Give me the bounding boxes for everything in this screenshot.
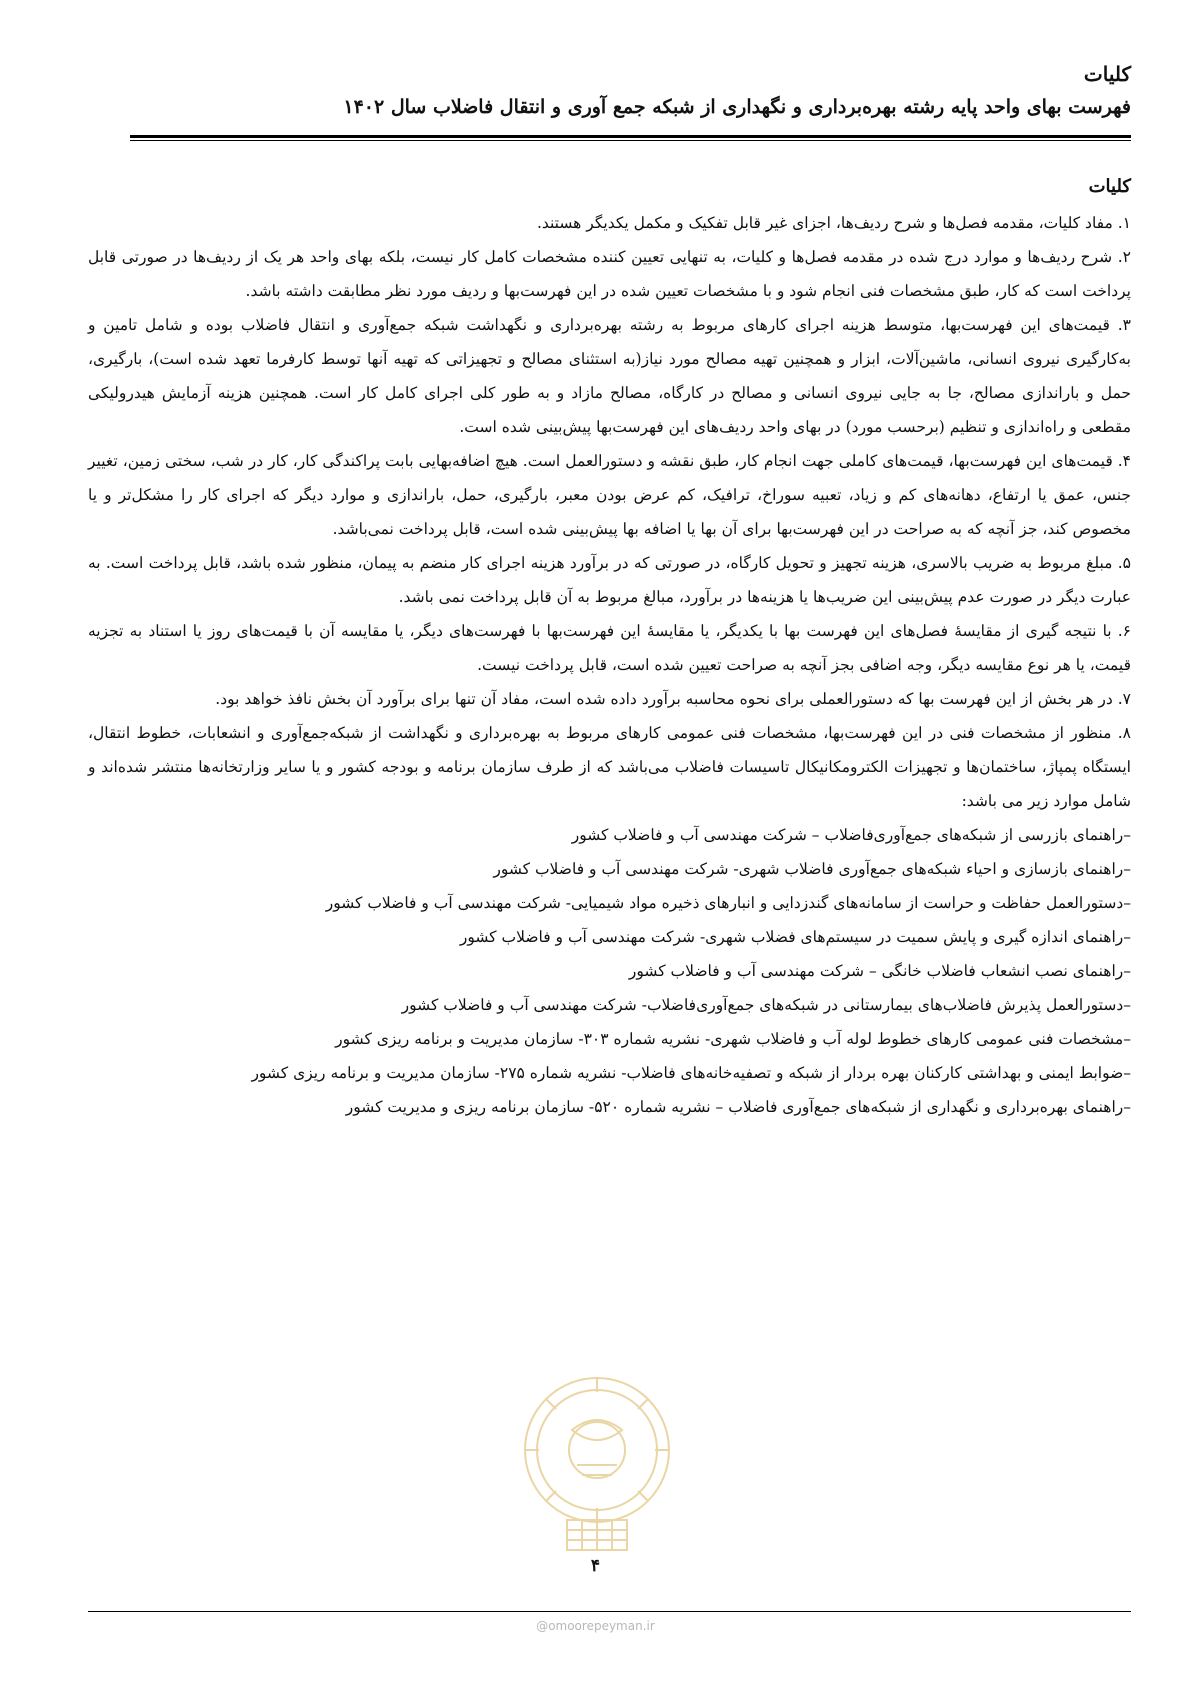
footer-rule	[88, 1611, 1131, 1612]
header-section-label: کلیات	[1083, 62, 1131, 86]
reference-list	[88, 818, 1131, 1124]
paragraph-1: ۱. مفاد کلیات، مقدمه فصل‌ها و شرح ردیف‌ها، اجزای غیر قابل تفکیک و مکمل یکدیگر هستند.	[536, 214, 1131, 232]
reference-item: –راهنمای بهره‌برداری و نگهداری از شبکه‌های جمع‌آوری فاضلاب – نشریه شماره ۵۲۰- سازمان برنامه ریزی و مدیریت کشور	[345, 1098, 1131, 1116]
paragraph-5: ۵. مبلغ مربوط به ضریب بالاسری، هزینه تجهیز و تحویل کارگاه، در صورتی که در برآورد هزینه اجرای کار منضم به پیمان، منظور شده باشد، قابل پرداخت است. به عبارت دیگر در صورت عدم پیش‌بینی این ضریب‌ها یا هزینه‌ها در برآورد، مبالغ مربوط به آن قابل پرداخت نمی باشد.	[88, 554, 1131, 606]
paragraph-7: ۷. در هر بخش از این فهرست بها که دستورالعملی برای نحوه محاسبه برآورد داده شده است، مفاد آن تنها برای برآورد آن بخش نافذ خواهد بود.	[215, 690, 1131, 708]
paragraph-2: ۲. شرح ردیف‌ها و موارد درج شده در مقدمه فصل‌ها و کلیات، به تنهایی تعیین کننده مشخصات کامل کار نیست، بلکه بهای واحد هر یک از ردیف‌ها در صورتی قابل پرداخت است که کار، طبق مشخصات فنی انجام شود و با مشخصات تعیین شده در این فهرست‌بها و ردیف مورد نظر مطابقت داشته باشد.	[88, 248, 1131, 300]
reference-item: –دستورالعمل پذیرش فاضلاب‌های بیمارستانی در شبکه‌های جمع‌آوری‌فاضلاب- شرکت مهندسی آب و فاضلاب کشور	[401, 996, 1131, 1014]
paragraph-6: ۶. با نتیجه گیری از مقایسهٔ فصل‌های این فهرست بها با یکدیگر، یا مقایسهٔ این فهرست‌بها با فهرست‌های دیگر، یا مقایسه آن با قیمت‌های روز یا استناد به تجزیه قیمت، یا هر نوع مقایسه دیگر، وجه اضافی بجز آنچه به صراحت تعیین شده است، قابل پرداخت نیست.	[88, 622, 1131, 674]
main-content	[88, 172, 1131, 1124]
header-rule-thick	[130, 135, 1131, 138]
section-title: کلیات	[1088, 176, 1131, 197]
reference-item: –مشخصات فنی عمومی کارهای خطوط لوله آب و فاضلاب شهری- نشریه شماره ۳۰۳- سازمان مدیریت و برنامه ریزی کشور	[335, 1030, 1131, 1048]
paragraph-8: ۸. منظور از مشخصات فنی در این فهرست‌بها، مشخصات فنی عمومی کارهای مربوط به بهره‌برداری و نگهداشت از شبکه‌جمع‌آوری و انشعابات، خطوط انتقال، ایستگاه پمپاژ، ساختمان‌ها و تجهیزات الکترومکانیکال تاسیسات فاضلاب می‌باشد که از طرف سازمان برنامه و بودجه کشور و یا سایر وزارتخانه‌ها منتشر شده‌اند و شامل موارد زیر می باشد:	[88, 724, 1131, 810]
publisher-seal-icon	[512, 1370, 682, 1560]
reference-item: –راهنمای اندازه گیری و پایش سمیت در سیستم‌های فضلاب شهری- شرکت مهندسی آب و فاضلاب کشور	[459, 928, 1131, 946]
reference-item: –راهنمای بازسازی و احیاء شبکه‌های جمع‌آوری فاضلاب شهری- شرکت مهندسی آب و فاضلاب کشور	[493, 860, 1131, 878]
reference-item: –ضوابط ایمنی و بهداشتی کارکنان بهره بردار از شبکه و تصفیه‌خانه‌های فاضلاب- نشریه شماره ۲۷۵- سازمان مدیریت و برنامه ریزی کشور	[251, 1064, 1131, 1082]
header-rule-thin	[130, 140, 1131, 141]
reference-item: –دستورالعمل حفاظت و حراست از سامانه‌های گندزدایی و انبارهای ذخیره مواد شیمیایی- شرکت مهندسی آب و فاضلاب کشور	[325, 894, 1131, 912]
page-header	[130, 62, 1131, 118]
reference-item: –راهنمای نصب انشعاب فاضلاب خانگی – شرکت مهندسی آب و فاضلاب کشور	[628, 962, 1131, 980]
site-credit: @omoorepeyman.ir	[536, 1619, 655, 1633]
reference-item: –راهنمای بازرسی از شبکه‌های جمع‌آوری‌فاضلاب – شرکت مهندسی آب و فاضلاب کشور	[571, 826, 1131, 844]
page-number: ۴	[590, 1556, 601, 1576]
paragraph-3: ۳. قیمت‌های این فهرست‌بها، متوسط هزینه اجرای کارهای مربوط به رشته بهره‌برداری و نگهداشت شبکه جمع‌آوری و انتقال فاضلاب بوده و شامل تامین و به‌کارگیری نیروی انسانی، ماشین‌آلات، ابزار و همچنین تهیه مصالح مورد نیاز(به استثنای مصالح و تجهیزاتی که تهیه آنها توسط کارفرما تعهد شده است)، بارگیری، حمل و باراندازی مصالح، جا به جایی نیروی انسانی و مصالح در کارگاه، مصالح مازاد و به طور کلی اجرای کامل کار است. همچنین هزینه آزمایش هیدرولیکی مقطعی و راه‌اندازی و تنظیم (برحسب مورد) در بهای واحد ردیف‌های این فهرست‌بها پیش‌بینی شده است.	[88, 316, 1131, 436]
header-document-title: فهرست بهای واحد پایه رشته بهره‌برداری و نگهداری از شبکه جمع آوری و انتقال فاضلاب سال ۱۴۰۲	[343, 96, 1131, 118]
paragraph-4: ۴. قیمت‌های این فهرست‌بها، قیمت‌های کاملی جهت انجام کار، طبق نقشه و دستورالعمل است. هیچ اضافه‌بهایی بابت پراکندگی کار، کار در شب، سختی زمین، تغییر جنس، عمق یا ارتفاع، دهانه‌های کم و زیاد، تعبیه سوراخ، ترافیک، کم عرض بودن معبر، بارگیری، حمل، باراندازی و موارد دیگر که اجرای کار را مشکل‌تر و یا مخصوص کند، جز آنچه که به صراحت در این فهرست‌بها برای آن بها یا اضافه بها پیش‌بینی شده است، قابل پرداخت نمی‌باشد.	[88, 452, 1131, 538]
